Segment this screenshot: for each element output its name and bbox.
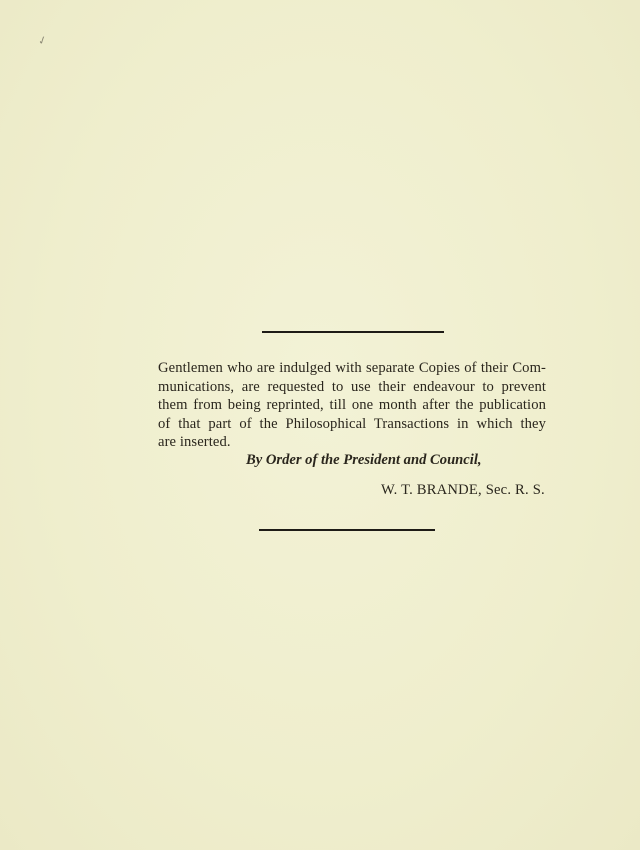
secretary-signature: W. T. BRANDE, Sec. R. S. [381,482,545,498]
reprint-notice [158,359,546,452]
show-through-shadow [330,118,360,128]
notice-line: of that part of the Philosophical Transactions in which they [158,415,546,432]
bottom-rule [259,529,435,531]
notice-line: them from being reprinted, till one month after the publication [158,397,546,413]
top-rule [262,331,444,333]
notice-line: munications, are requested to use their endeavour to prevent [158,378,546,395]
notice-line: Gentlemen who are indulged with separate Copies of their Com- [158,360,546,376]
pencil-mark: ✓ [36,33,50,49]
order-of-council: By Order of the President and Council, [246,452,482,468]
notice-line: are inserted. [158,434,231,450]
